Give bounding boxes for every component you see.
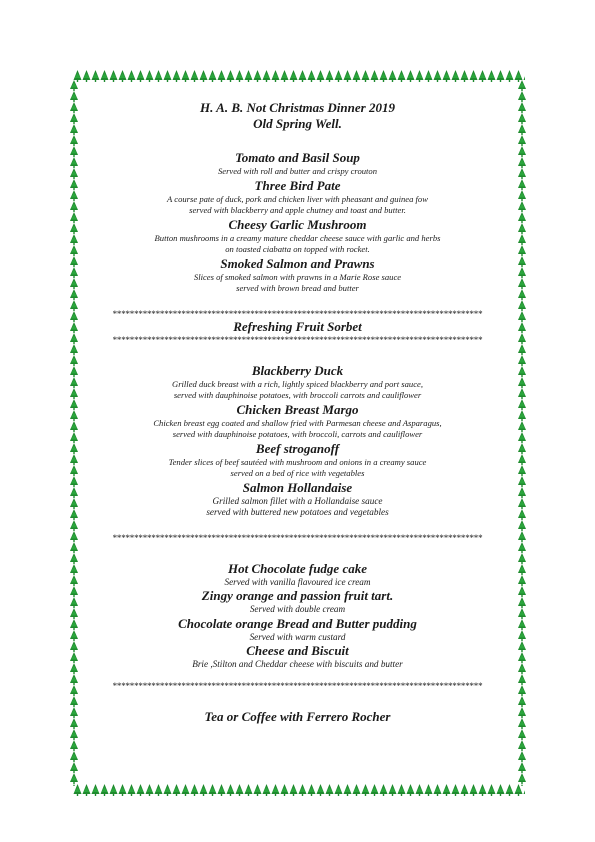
tree-border-right xyxy=(516,80,528,786)
christmas-tree-icon xyxy=(73,70,525,82)
dish-description: Served with roll and butter and crispy crouton xyxy=(217,166,378,176)
tree-border-top xyxy=(73,70,525,82)
sorbet-course: Refreshing Fruit Sorbet xyxy=(233,318,362,334)
dish-description: Grilled salmon fillet with a Hollandaise sauce xyxy=(212,495,383,506)
dish-name: Hot Chocolate fudge cake xyxy=(227,560,367,576)
star-separator: ************************************************************************************** xyxy=(112,308,483,319)
dish-name: Cheese and Biscuit xyxy=(246,643,349,658)
dish-description: on toasted ciabatta on topped with rocket. xyxy=(225,244,370,254)
star-separator: ************************************************************************************** xyxy=(112,532,483,543)
star-separator: ************************************************************************************** xyxy=(112,680,483,691)
dish-description: Brie ,Stilton and Cheddar cheese with biscuits and butter xyxy=(192,659,403,669)
menu xyxy=(95,100,500,725)
dish-description: Tender slices of beef sautéed with mushroom and onions in a creamy sauce xyxy=(168,456,427,467)
dish-description: served with dauphinoise potatoes, with broccoli carrots and cauliflower xyxy=(173,390,422,400)
star-separator: ************************************************************************************** xyxy=(112,334,483,345)
christmas-tree-icon xyxy=(68,80,80,786)
dish-description: Served with vanilla flavoured ice cream xyxy=(224,576,371,587)
venue-name: Old Spring Well. xyxy=(253,116,342,131)
dish-name: Tomato and Basil Soup xyxy=(235,150,360,165)
dish-description: served with blackberry and apple chutney and toast and butter. xyxy=(189,205,406,215)
closing-line: Tea or Coffee with Ferrero Rocher xyxy=(204,708,391,724)
dish-name: Zingy orange and passion fruit tart. xyxy=(201,588,394,603)
dish-description: Served with warm custard xyxy=(249,631,346,642)
dish-description: served with buttered new potatoes and vegetables xyxy=(206,507,389,517)
tree-border-left xyxy=(68,80,80,786)
dish-name: Salmon Hollandaise xyxy=(242,479,353,495)
dish-name: Blackberry Duck xyxy=(251,362,344,378)
dish-name: Chicken Breast Margo xyxy=(236,401,359,417)
dish-name: Three Bird Pate xyxy=(254,177,341,193)
dish-description: served with brown bread and butter xyxy=(236,283,359,293)
dish-description: Button mushrooms in a creamy mature cheddar cheese sauce with garlic and herbs xyxy=(154,232,441,243)
dish-description: Served with double cream xyxy=(249,604,346,614)
dish-name: Chocolate orange Bread and Butter pudding xyxy=(178,615,417,631)
menu-title: H. A. B. Not Christmas Dinner 2019 xyxy=(200,100,395,115)
dish-description: served with dauphinoise potatoes, with broccoli, carrots and cauliflower xyxy=(172,429,423,439)
dish-name: Beef stroganoff xyxy=(255,440,340,456)
dish-name: Cheesy Garlic Mushroom xyxy=(228,216,367,232)
christmas-tree-icon xyxy=(73,784,525,796)
dish-description: Chicken breast egg coated and shallow fried with Parmesan cheese and Asparagus, xyxy=(153,417,442,428)
dish-description: Slices of smoked salmon with prawns in a Marie Rose sauce xyxy=(193,271,402,282)
dish-name: Smoked Salmon and Prawns xyxy=(220,255,375,271)
dish-description: Grilled duck breast with a rich, lightly spiced blackberry and port sauce, xyxy=(171,378,423,389)
dish-description: A course pate of duck, pork and chicken liver with pheasant and guinea fow xyxy=(167,193,428,204)
tree-border-bottom xyxy=(73,784,525,796)
christmas-tree-icon xyxy=(516,80,528,786)
dish-description: served on a bed of rice with vegetables xyxy=(230,468,365,478)
